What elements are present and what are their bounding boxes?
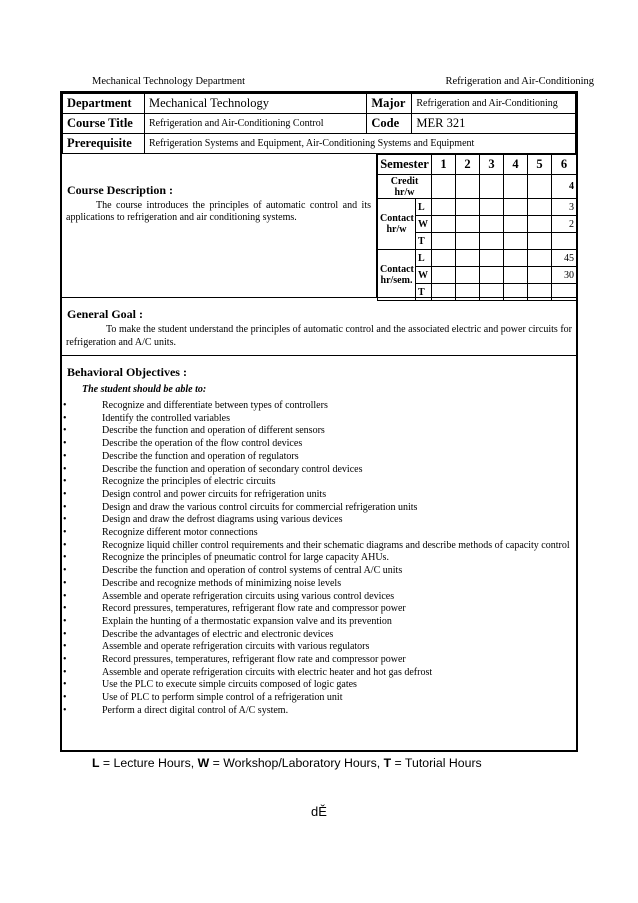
objective-text: Assemble and operate refrigeration circuits with electric heater and hot gas defrost [102, 666, 433, 678]
semester-number: 5 [528, 155, 552, 175]
semester-label: Semester [378, 155, 432, 175]
prerequisite-label: Prerequisite [63, 134, 145, 154]
semester-number: 2 [456, 155, 480, 175]
bullet-icon: • [63, 450, 67, 462]
description-section [62, 154, 576, 297]
department-label: Department [63, 94, 145, 114]
code-label: Code [367, 114, 412, 134]
bullet-icon: • [63, 400, 67, 411]
objective-text: Use the PLC to execute simple circuits composed of logic gates [102, 679, 357, 691]
bullet-icon: • [63, 590, 67, 602]
bullet-icon: • [63, 666, 67, 678]
objective-text: Describe the function and operation of control systems of central A/C units [102, 565, 403, 577]
contact-hr-w-label: Contact hr/w [378, 199, 416, 250]
semester-number: 1 [432, 155, 456, 175]
department-value: Mechanical Technology [144, 94, 366, 114]
semester-number: 4 [504, 155, 528, 175]
legend-w-text: = Workshop/Laboratory Hours, [209, 756, 384, 770]
bullet-icon: • [63, 654, 67, 666]
semester-table [377, 154, 577, 301]
objective-text: Design control and power circuits for refrigeration units [102, 488, 327, 500]
objective-text: Recognize the principles of electric circuits [102, 476, 276, 488]
objective-item [62, 400, 572, 413]
objective-item [62, 413, 572, 426]
objectives-list [62, 400, 572, 718]
major-value: Refrigeration and Air-Conditioning [412, 94, 576, 114]
contact-hr-sem-label: Contact hr/sem. [378, 250, 416, 301]
legend-t-text: = Tutorial Hours [391, 756, 482, 770]
course-title-value: Refrigeration and Air-Conditioning Control [144, 114, 366, 134]
bullet-icon: • [63, 412, 67, 424]
objective-item [62, 489, 572, 502]
objective-item [62, 514, 572, 527]
objective-item [62, 616, 572, 629]
row-letter: T [416, 284, 432, 301]
objective-item [62, 705, 572, 718]
bullet-icon: • [63, 527, 67, 539]
credit-label: Credit hr/w [378, 175, 432, 199]
objective-item [62, 667, 572, 680]
legend-t: T [383, 756, 392, 770]
row-letter: L [416, 250, 432, 267]
bullet-icon: • [63, 577, 67, 589]
objective-text: Describe and recognize methods of minimizing noise levels [102, 577, 342, 589]
objective-text: Describe the advantages of electric and electronic devices [102, 628, 334, 640]
prerequisite-value: Refrigeration Systems and Equipment, Air-Conditioning Systems and Equipment [144, 134, 575, 154]
semester-number: 6 [552, 155, 577, 175]
legend-l: L [92, 756, 100, 770]
objective-item [62, 565, 572, 578]
contact-w-value: 3 [552, 199, 577, 216]
bullet-icon: • [63, 438, 67, 450]
header-department: Mechanical Technology Department [92, 76, 246, 87]
objective-item [62, 591, 572, 604]
objective-item [62, 679, 572, 692]
row-letter: W [416, 267, 432, 284]
objective-text: Explain the hunting of a thermostatic expansion valve and its prevention [102, 615, 392, 627]
objective-text: Use of PLC to perform simple control of a refrigeration unit [102, 692, 343, 704]
general-goal-text: To make the student understand the principles of automatic control and the associated electric and power circuits for refrigeration and A/C units. [66, 324, 572, 348]
objective-item [62, 464, 572, 477]
general-goal-title: General Goal : [67, 307, 143, 321]
objective-item [62, 641, 572, 654]
objective-text: Recognize the principles of pneumatic control for large capacity AHUs. [102, 552, 389, 564]
objective-item [62, 438, 572, 451]
objective-text: Recognize different motor connections [102, 527, 258, 539]
behavioral-objectives-section [62, 355, 576, 751]
objective-text: Perform a direct digital control of A/C system. [102, 704, 289, 716]
objective-text: Recognize and differentiate between types of controllers [102, 400, 328, 411]
bullet-icon: • [63, 692, 67, 704]
semester-number: 3 [480, 155, 504, 175]
row-letter: L [416, 199, 432, 216]
contact-sem-value: 45 [552, 250, 577, 267]
course-info-table [62, 93, 576, 154]
objective-text: Describe the function and operation of different sensors [102, 425, 325, 437]
hours-legend [92, 756, 482, 770]
bullet-icon: • [63, 679, 67, 691]
legend-l-text: = Lecture Hours, [99, 756, 198, 770]
objective-text: Describe the function and operation of secondary control devices [102, 463, 363, 475]
objective-item [62, 629, 572, 642]
bullet-icon: • [63, 628, 67, 640]
major-label: Major [367, 94, 412, 114]
bullet-icon: • [63, 425, 67, 437]
contact-sem-value: 30 [552, 267, 577, 284]
objective-text: Design and draw the defrost diagrams using various devices [102, 514, 343, 526]
objective-text: Record pressures, temperatures, refrigerant flow rate and compressor power [102, 603, 406, 615]
objective-item [62, 527, 572, 540]
bullet-icon: • [63, 476, 67, 488]
bullet-icon: • [63, 615, 67, 627]
objectives-title: Behavioral Objectives : [67, 365, 187, 379]
bullet-icon: • [63, 463, 67, 475]
objective-item [62, 476, 572, 489]
objective-item [62, 540, 572, 553]
objective-item [62, 552, 572, 565]
objective-item [62, 451, 572, 464]
objective-item [62, 692, 572, 705]
page-number: dĚ [311, 804, 327, 819]
bullet-icon: • [63, 603, 67, 615]
general-goal-section [62, 297, 576, 356]
objective-text: Record pressures, temperatures, refrigerant flow rate and compressor power [102, 654, 406, 666]
bullet-icon: • [63, 552, 67, 564]
objectives-subtitle: The student should be able to: [82, 384, 207, 395]
objective-item [62, 603, 572, 616]
contact-w-value [552, 233, 577, 250]
description-title: Course Description : [67, 183, 173, 197]
objective-item [62, 502, 572, 515]
objective-text: Design and draw the various control circuits for commercial refrigeration units [102, 501, 418, 513]
description-text: The course introduces the principles of automatic control and its applications to refrigeration and air conditioning systems. [66, 200, 371, 223]
objective-text: Assemble and operate refrigeration circuits with various regulators [102, 641, 370, 653]
objective-text: Recognize liquid chiller control requirements and their schematic diagrams and describe methods of capacity control [102, 539, 570, 551]
header-major: Refrigeration and Air-Conditioning [445, 76, 594, 87]
row-letter: W [416, 216, 432, 233]
objective-item [62, 578, 572, 591]
bullet-icon: • [63, 565, 67, 577]
objective-text: Describe the function and operation of regulators [102, 450, 299, 462]
bullet-icon: • [63, 501, 67, 513]
code-value: MER 321 [412, 114, 576, 134]
course-spec-box [60, 91, 578, 752]
bullet-icon: • [63, 641, 67, 653]
objective-text: Identify the controlled variables [102, 412, 231, 424]
bullet-icon: • [63, 488, 67, 500]
objective-item [62, 425, 572, 438]
legend-w: W [197, 756, 210, 770]
description-panel [62, 154, 377, 297]
objective-text: Describe the operation of the flow control devices [102, 438, 303, 450]
course-title-label: Course Title [63, 114, 145, 134]
credit-value: 4 [552, 175, 577, 199]
bullet-icon: • [63, 704, 67, 716]
objective-item [62, 654, 572, 667]
objective-text: Assemble and operate refrigeration circuits using various control devices [102, 590, 395, 602]
row-letter: T [416, 233, 432, 250]
bullet-icon: • [63, 514, 67, 526]
bullet-icon: • [63, 539, 67, 551]
contact-w-value: 2 [552, 216, 577, 233]
